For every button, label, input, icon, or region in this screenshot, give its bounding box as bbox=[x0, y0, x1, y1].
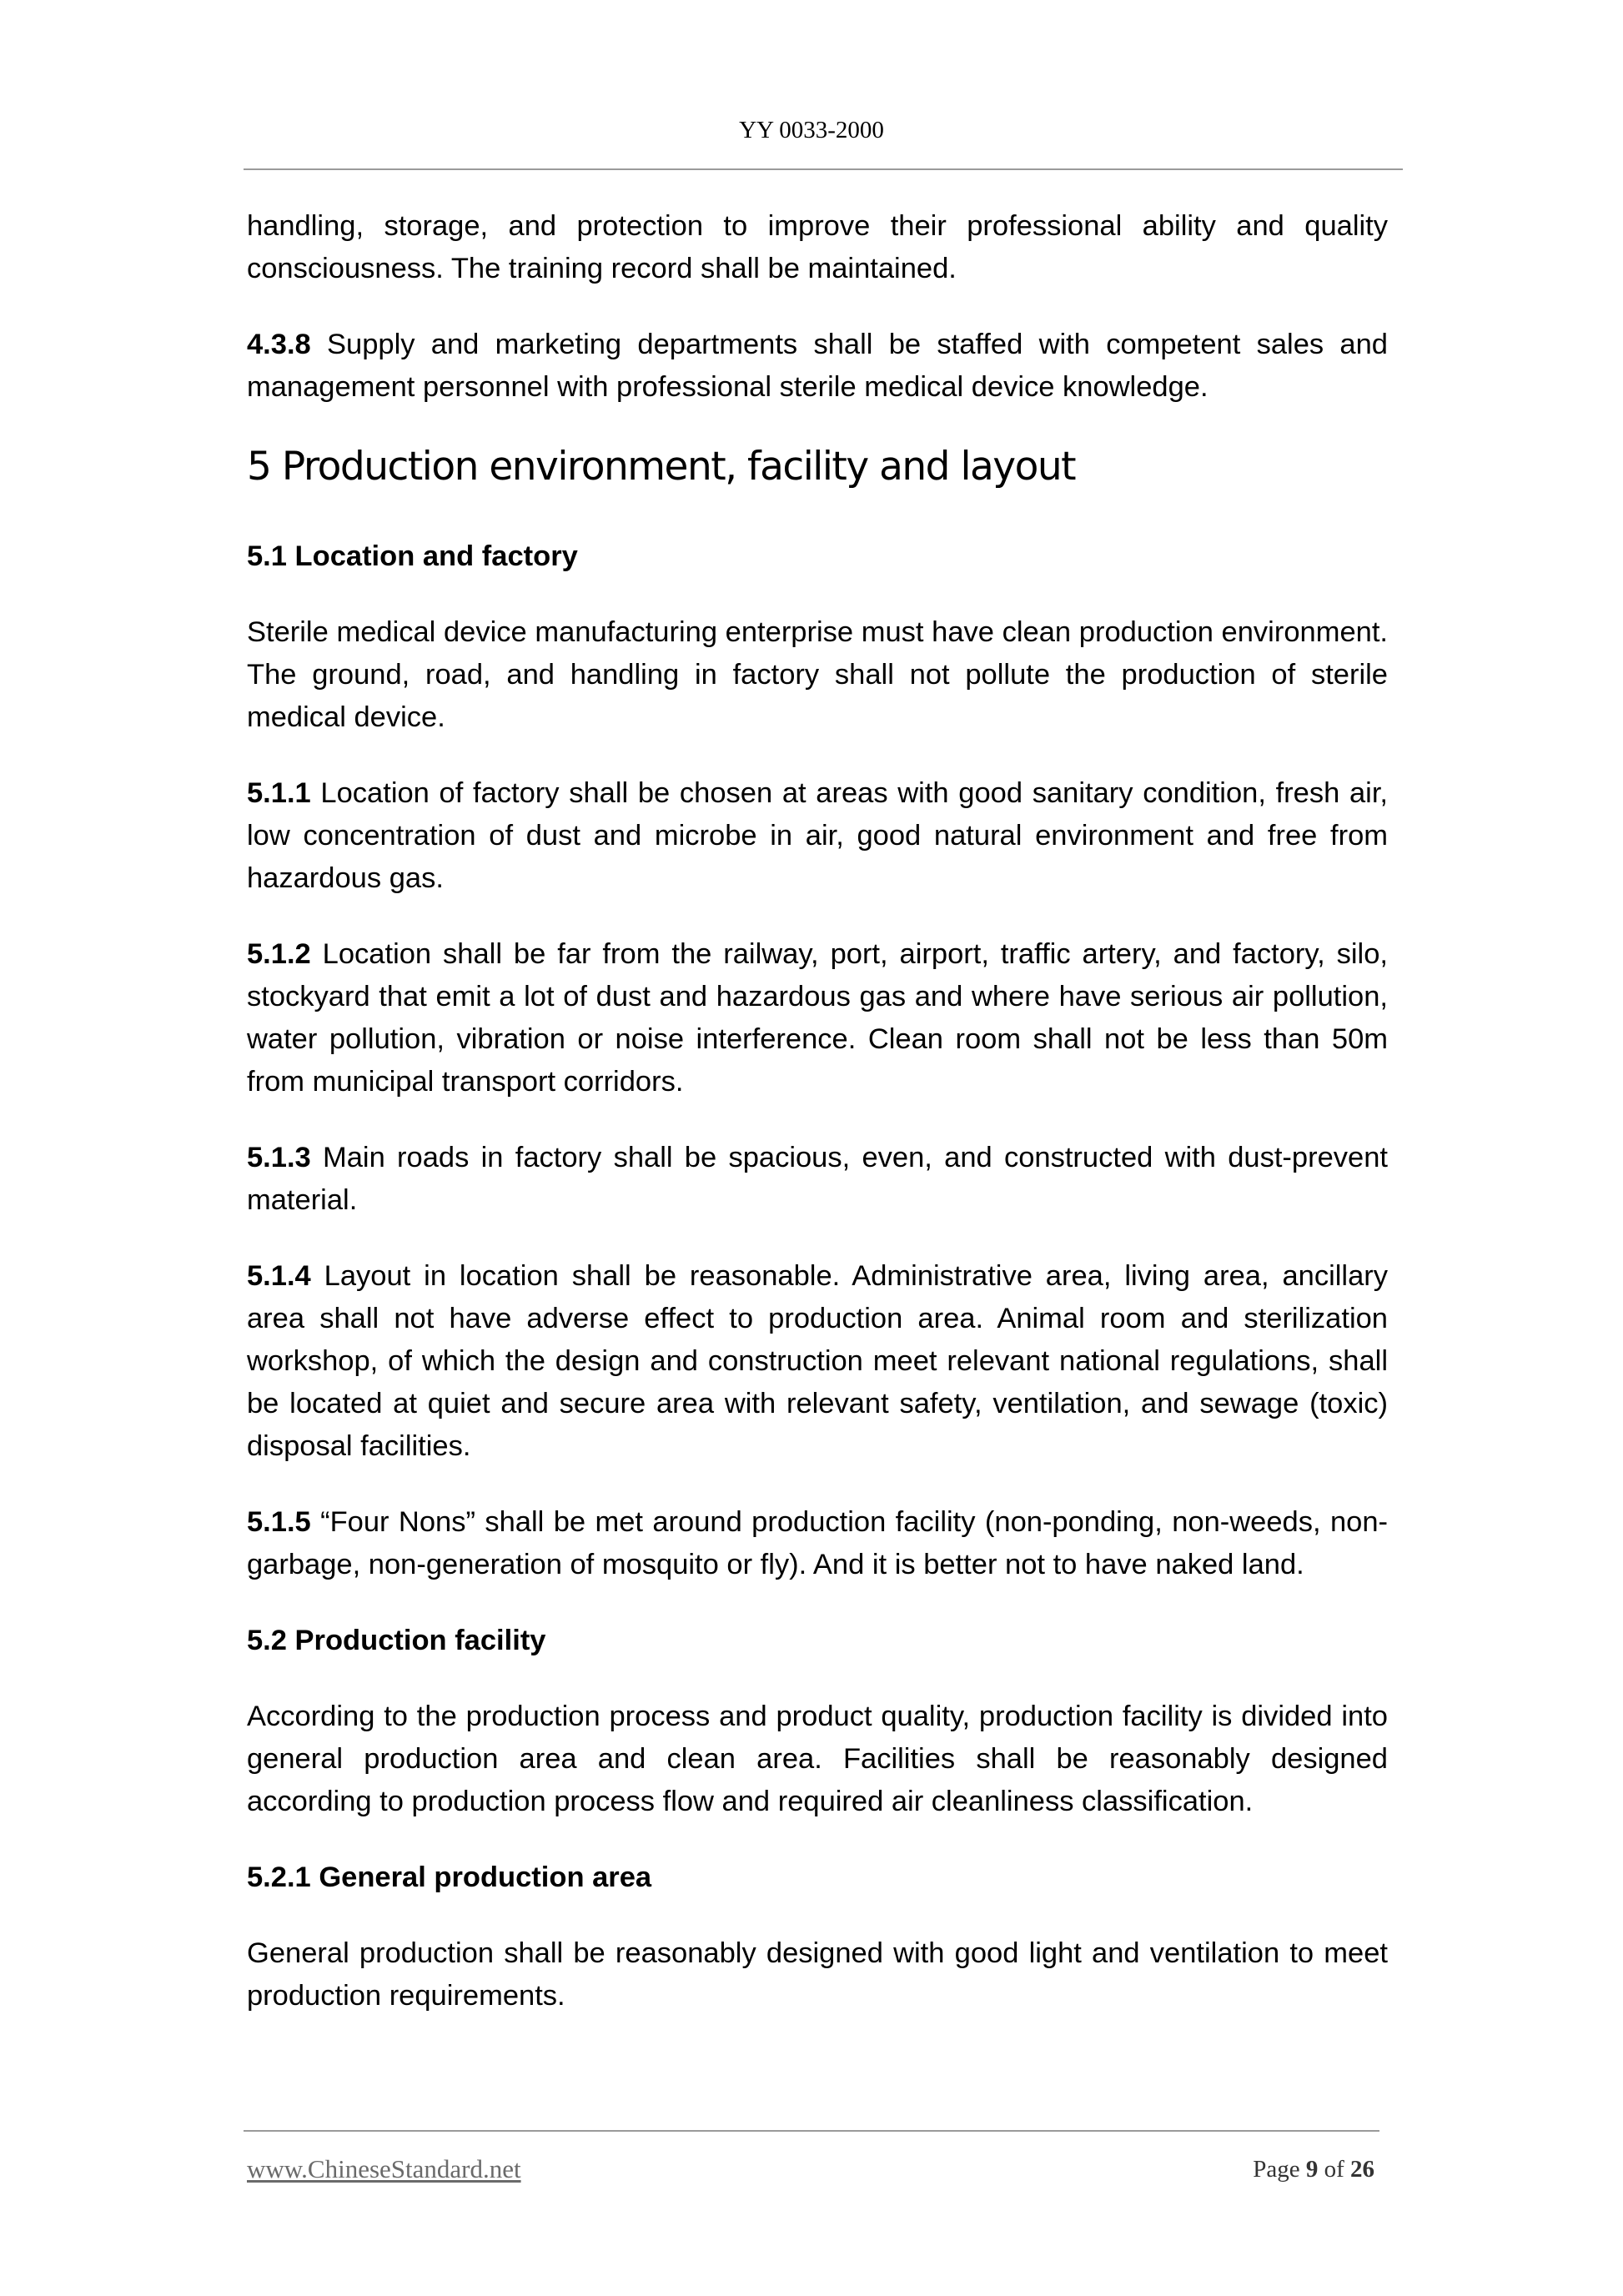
clause-5-1-5 bbox=[247, 1501, 1388, 1586]
clause-4-3-8 bbox=[247, 324, 1388, 409]
clause-text: Supply and marketing departments shall be staffed with competent sales and management personnel with professional sterile medical device knowledge. bbox=[247, 329, 1388, 403]
section-heading-5-1: 5.1 Location and factory bbox=[247, 540, 578, 572]
section-5-2-1-text: General production shall be reasonably designed with good light and ventilation to meet production requirements. bbox=[247, 1937, 1388, 2012]
clause-5-1-3 bbox=[247, 1137, 1388, 1222]
section-heading-5-2: 5.2 Production facility bbox=[247, 1625, 546, 1656]
clause-text: Layout in location shall be reasonable. Administrative area, living area, ancillary area shall not have adverse effect to production area. Animal room and sterilization workshop, of which the design and construction meet relevant national regulations, shall be located at quiet and secure area with relevant safety, ventilation, and sewage (toxic) disposal facilities. bbox=[247, 1260, 1388, 1462]
header-divider bbox=[244, 168, 1403, 170]
clause-number: 5.1.5 bbox=[247, 1506, 311, 1538]
page-label: Page bbox=[1253, 2156, 1300, 2183]
page-of-label: of bbox=[1324, 2156, 1344, 2183]
clause-number: 5.1.3 bbox=[247, 1142, 311, 1173]
clause-text: Location of factory shall be chosen at areas with good sanitary condition, fresh air, low concentration of dust and microbe in air, good natural environment and free from hazardous gas. bbox=[247, 777, 1388, 894]
clause-5-1-2 bbox=[247, 933, 1388, 1103]
footer-divider bbox=[244, 2130, 1379, 2132]
section-5-2-intro: According to the production process and product quality, production facility is divided into general production area and clean area. Facilities shall be reasonably designed according to production process flow and required air cleanliness classification. bbox=[247, 1701, 1388, 1817]
clause-text: Location shall be far from the railway, port, airport, traffic artery, and factory, silo, stockyard that emit a lot of dust and hazardous gas and where have serious air pollution, water pollution, vibration or noise interference. Clean room shall not be less than 50m from municipal transport corridors. bbox=[247, 938, 1388, 1098]
clause-number: 5.1.2 bbox=[247, 938, 311, 970]
clause-text: Main roads in factory shall be spacious, even, and constructed with dust-prevent material. bbox=[247, 1142, 1388, 1216]
clause-text: “Four Nons” shall be met around production facility (non-ponding, non-weeds, non-garbage, non-generation of mosquito or fly). And it is better not to have naked land. bbox=[247, 1506, 1388, 1580]
website-link[interactable]: www.ChineseStandard.net bbox=[247, 2154, 521, 2183]
chapter-heading: 5 Production environment, facility and layout bbox=[247, 444, 1076, 490]
document-code-header: YY 0033-2000 bbox=[739, 117, 884, 143]
clause-5-1-4 bbox=[247, 1255, 1388, 1468]
paragraph-continuation: handling, storage, and protection to improve their professional ability and quality consciousness. The training record shall be maintained. bbox=[247, 210, 1388, 284]
current-page-number: 9 bbox=[1305, 2156, 1319, 2183]
section-heading-5-2-1: 5.2.1 General production area bbox=[247, 1861, 652, 1893]
page-indicator bbox=[1253, 2156, 1374, 2183]
section-5-1-intro: Sterile medical device manufacturing enterprise must have clean production environment. The ground, road, and handling in factory shall not pollute the production of sterile medical device. bbox=[247, 616, 1388, 733]
total-page-count: 26 bbox=[1350, 2156, 1374, 2183]
clause-number: 5.1.4 bbox=[247, 1260, 311, 1292]
clause-number: 4.3.8 bbox=[247, 329, 311, 360]
document-body bbox=[247, 205, 1388, 2017]
clause-5-1-1 bbox=[247, 772, 1388, 900]
clause-number: 5.1.1 bbox=[247, 777, 311, 809]
